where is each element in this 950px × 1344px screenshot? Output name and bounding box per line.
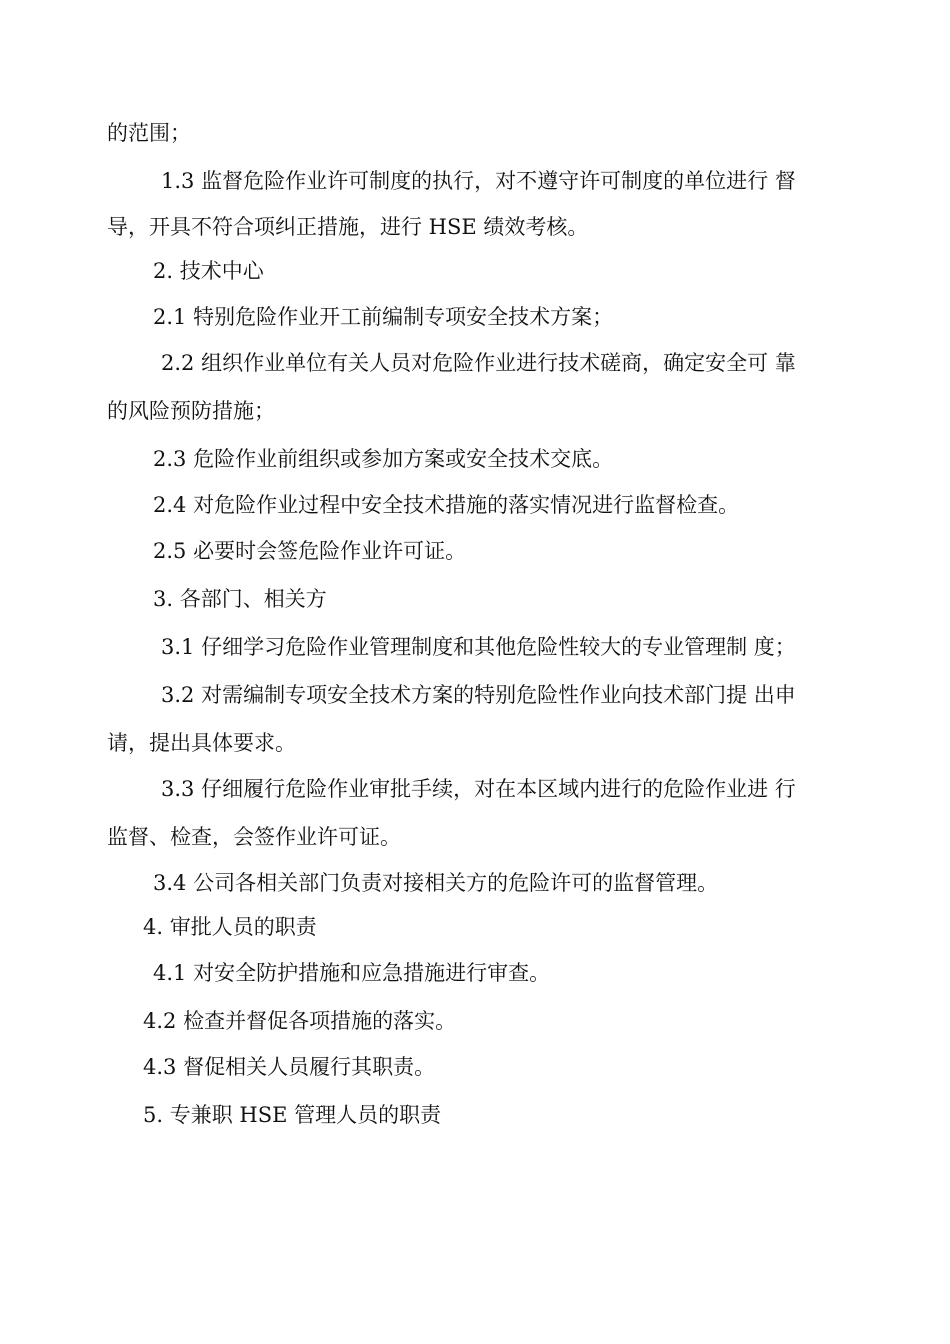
text-line-content: 2.3 危险作业前组织或参加方案或安全技术交底。 (153, 447, 614, 471)
text-line-content: 的风险预防措施； (107, 399, 275, 423)
text-line-content: 5. 专兼职 HSE 管理人员的职责 (143, 1103, 442, 1127)
text-line-content: 4.1 对安全防护措施和应急措施进行审查。 (153, 961, 551, 985)
text-line-content: 1.3 监督危险作业许可制度的执行，对不遵守许可制度的单位进行 督 (161, 169, 796, 193)
text-line-content: 3. 各部门、相关方 (153, 587, 327, 611)
text-line-content: 3.4 公司各相关部门负责对接相关方的危险许可的监督管理。 (153, 871, 719, 895)
text-line-content: 4.2 检查并督促各项措施的落实。 (143, 1009, 457, 1033)
text-line-content: 4. 审批人员的职责 (143, 915, 317, 939)
text-line-content: 2.5 必要时会签危险作业许可证。 (153, 539, 467, 563)
text-line-content: 2. 技术中心 (153, 259, 264, 283)
text-line-content: 4.3 督促相关人员履行其职责。 (143, 1055, 436, 1079)
text-line-content: 3.2 对需编制专项安全技术方案的特别危险性作业向技术部门提 出申 (161, 683, 796, 707)
text-line-content: 请，提出具体要求。 (107, 731, 296, 755)
text-line-content: 监督、检查，会签作业许可证。 (107, 825, 401, 849)
text-line-content: 3.3 仔细履行危险作业审批手续，对在本区域内进行的危险作业进 行 (161, 777, 796, 801)
text-line-content: 2.4 对危险作业过程中安全技术措施的落实情况进行监督检查。 (153, 493, 740, 517)
text-line-content: 3.1 仔细学习危险作业管理制度和其他危险性较大的专业管理制 度； (161, 635, 796, 659)
text-line-content: 的范围； (107, 121, 191, 145)
text-line-content: 2.1 特别危险作业开工前编制专项安全技术方案； (153, 305, 614, 329)
text-line-content: 导，开具不符合项纠正措施，进行 HSE 绩效考核。 (107, 215, 589, 239)
text-line-content: 2.2 组织作业单位有关人员对危险作业进行技术磋商，确定安全可 靠 (161, 351, 796, 375)
